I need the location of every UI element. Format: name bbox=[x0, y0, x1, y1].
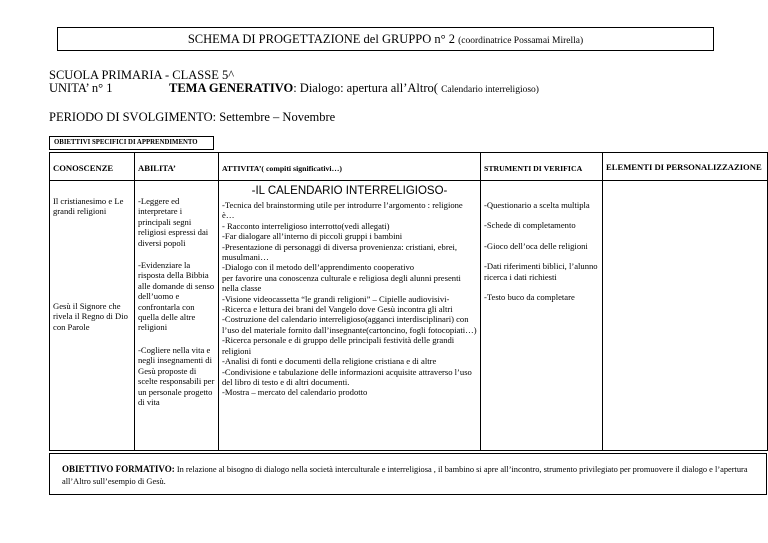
abilita-1: -Leggere ed interpretare i principali segni religiosi espressi dai diversi popoli bbox=[138, 196, 209, 248]
strumento-5: -Testo buco da completare bbox=[484, 292, 575, 303]
unit-line bbox=[49, 81, 749, 95]
header-elementi: ELEMENTI DI PERSONALIZZAZIONE bbox=[603, 153, 768, 181]
activity-6: per favorire una conoscenza culturale e religiosa degli alunni presenti nella classe bbox=[222, 272, 461, 294]
cell-conoscenze bbox=[50, 181, 135, 451]
abilita-2: -Evidenziare la risposta della Bibbia alle domande di senso dell’uomo e confrontarla con quella delle altre religioni bbox=[138, 260, 215, 333]
activity-2: - Racconto interreligioso interrotto(vedi allegati) bbox=[222, 220, 390, 231]
school-class: SCUOLA PRIMARIA - CLASSE 5^ bbox=[49, 68, 235, 82]
tema-text: : Dialogo: apertura all’Altro( bbox=[293, 81, 442, 95]
activity-10: -Ricerca personale e di gruppo delle principali festività delle grandi religioni bbox=[222, 335, 455, 356]
cell-personalizzazione bbox=[603, 181, 768, 451]
planning-table bbox=[49, 152, 768, 451]
header-attivita: ATTIVITA’( compiti significativi…) bbox=[219, 153, 481, 181]
document-title bbox=[57, 27, 714, 51]
obiettivo-formativo-text: In relazione al bisogno di dialogo nella società interculturale e interreligiosa , il bambino si apre all’incontro, strumento privilegiato per promuovere il dialogo e l’apertura all’Altro sull’esempio di Gesù. bbox=[62, 465, 748, 486]
activity-11: -Analisi di fonti e documenti della religione cristiana e di altre bbox=[222, 356, 437, 367]
header-strumenti: STRUMENTI DI VERIFICA bbox=[481, 153, 603, 181]
tema-small: Calendario interreligioso) bbox=[441, 85, 539, 95]
header-abilita: ABILITA’ bbox=[135, 153, 219, 181]
tema-generativo bbox=[169, 81, 539, 97]
header-conoscenze: CONOSCENZE bbox=[50, 153, 135, 181]
activity-9: -Costruzione del calendario interreligioso(agganci interdisciplinari) con l’uso del materiale fornito dall’insegnante(cartoncino, fogli fotocopiati…) bbox=[222, 314, 477, 335]
cell-strumenti bbox=[481, 181, 603, 451]
activity-3: -Far dialogare all’interno di piccoli gruppi i bambini bbox=[222, 231, 403, 242]
activity-8: -Ricerca e lettura dei brani del Vangelo dove Gesù incontra gli altri bbox=[222, 304, 453, 315]
conoscenza-1: Il cristianesimo e Le grandi religioni bbox=[53, 196, 124, 217]
activity-5: -Dialogo con il metodo dell’apprendimento cooperativo bbox=[222, 262, 415, 273]
calendar-title: -IL CALENDARIO INTERRELIGIOSO- bbox=[251, 185, 448, 197]
objectives-label: OBIETTIVI SPECIFICI DI APPRENDIMENTO bbox=[49, 136, 214, 150]
activity-12: -Condivisione e tabulazione delle informazioni acquisite attraverso l’uso del libro di testo e di altri documenti. bbox=[222, 366, 472, 387]
activity-7: -Visione videocassetta “le grandi religioni” – Cipielle audiovisivi- bbox=[222, 293, 450, 304]
obiettivo-formativo-label: OBIETTIVO FORMATIVO: bbox=[62, 464, 175, 474]
obiettivo-formativo-box bbox=[49, 453, 767, 495]
activity-13: -Mostra – mercato del calendario prodotto bbox=[222, 387, 368, 398]
title-coordinator: (coordinatrice Possamai Mirella) bbox=[458, 36, 584, 46]
tema-label: TEMA GENERATIVO bbox=[169, 81, 294, 95]
strumento-4: -Dati riferimenti biblici, l’alunno ricerca i dati richiesti bbox=[484, 261, 598, 282]
activity-1: -Tecnica del brainstorming utile per introdurre l’argomento : religione è… bbox=[222, 200, 463, 221]
conoscenza-2: Gesù il Signore che rivela il Regno di Dio con Parole bbox=[53, 300, 128, 332]
cell-attivita bbox=[219, 181, 481, 451]
abilita-3: -Cogliere nella vita e negli insegnamenti di Gesù proposte di scelte responsabili per un personale progetto di vita bbox=[138, 344, 215, 407]
cell-abilita bbox=[135, 181, 219, 451]
periodo-svolgimento: PERIODO DI SVOLGIMENTO: Settembre – Novembre bbox=[49, 110, 336, 124]
unit-number: UNITA’ n° 1 bbox=[49, 81, 113, 95]
strumento-2: -Schede di completamento bbox=[484, 220, 576, 231]
strumento-3: -Gioco dell’oca delle religioni bbox=[484, 240, 588, 251]
strumento-1: -Questionario a scelta multipla bbox=[484, 200, 590, 210]
activity-4: -Presentazione di personaggi di diversa provenienza: cristiani, ebrei, musulmani… bbox=[222, 241, 458, 263]
title-main: SCHEMA DI PROGETTAZIONE del GRUPPO n° 2 bbox=[187, 32, 459, 46]
